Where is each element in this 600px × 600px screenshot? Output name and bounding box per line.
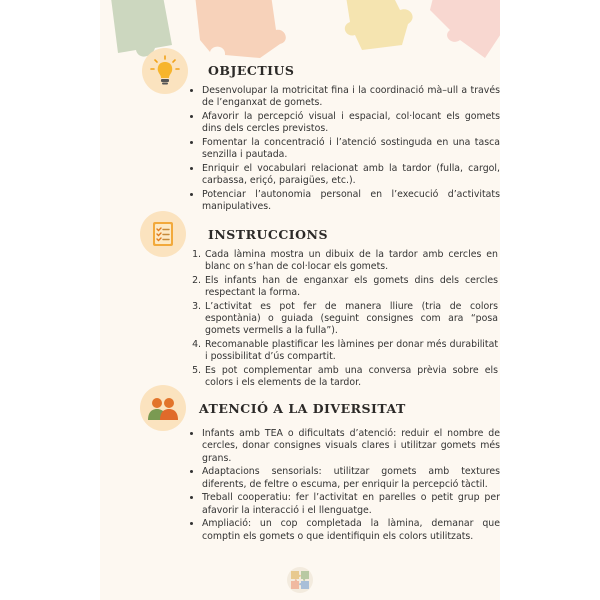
list-item: • Treball cooperatiu: fer l’activitat en parelles o petit grup per afavorir la interacció i el llenguatge. <box>202 492 500 517</box>
list-item: • Adaptacions sensorials: utilitzar gomets amb textures diferents, de feltre o escuma, per enriquir la percepció tàctil. <box>202 466 500 491</box>
lightbulb-icon <box>148 54 182 88</box>
list-item: 1. Cada làmina mostra un dibuix de la tardor amb cercles en blanc on s’han de col·locar els gomets. <box>204 249 498 274</box>
footer-puzzle-logo <box>287 567 313 593</box>
list-item: 3. L’activitat es pot fer de manera lliure (tria de colors espontània) o guiada (seguint consignes com ara “posa gomets vermells a la fulla”). <box>204 301 498 338</box>
instruccions-heading: INSTRUCCIONS <box>208 227 328 242</box>
objectius-icon-badge <box>142 48 188 94</box>
list-item: • Afavorir la percepció visual i espacial, col·locant els gomets dins dels cercles previstos. <box>202 111 500 136</box>
diversitat-icon-badge <box>140 385 186 431</box>
list-item: • Ampliació: un cop completada la làmina, demanar que comptin els gomets o que identifiquin els colors utilitzats. <box>202 518 500 543</box>
diversitat-list <box>192 428 500 544</box>
instruccions-icon-badge <box>140 211 186 257</box>
document-page <box>100 0 500 600</box>
objectius-list <box>192 85 500 215</box>
puzzle-piece-yellow-icon <box>345 0 413 50</box>
list-item: 4. Recomanable plastificar les làmines per donar més durabilitat i possibilitat d’ús compartit. <box>204 339 498 364</box>
list-item: • Enriquir el vocabulari relacionat amb la tardor (fulla, cargol, carbassa, eriçó, paraigües, etc.). <box>202 163 500 188</box>
list-item: • Fomentar la concentració i l’atenció sostinguda en una tasca senzilla i pautada. <box>202 137 500 162</box>
puzzle-piece-peach-icon <box>195 0 286 58</box>
puzzle-piece-pink-icon <box>430 0 500 58</box>
list-item: 5. Es pot complementar amb una conversa prèvia sobre els colors i els elements de la tardor. <box>204 365 498 390</box>
list-item: 2. Els infants han de enganxar els gomets dins dels cercles respectant la forma. <box>204 275 498 300</box>
objectius-heading: OBJECTIUS <box>208 63 295 78</box>
puzzle-logo-icon <box>287 567 313 593</box>
list-item: • Potenciar l’autonomia personal en l’execució d’activitats manipulatives. <box>202 189 500 214</box>
list-item: • Infants amb TEA o dificultats d’atenció: reduir el nombre de cercles, donar consignes visuals clares i utilitzar gomets més grans. <box>202 428 500 465</box>
people-icon <box>146 393 180 423</box>
checklist-icon <box>148 219 178 249</box>
instruccions-list <box>196 249 498 390</box>
list-item: • Desenvolupar la motricitat fina i la coordinació mà–ull a través de l’enganxat de gomets. <box>202 85 500 110</box>
diversitat-heading: ATENCIÓ A LA DIVERSITAT <box>199 401 406 416</box>
